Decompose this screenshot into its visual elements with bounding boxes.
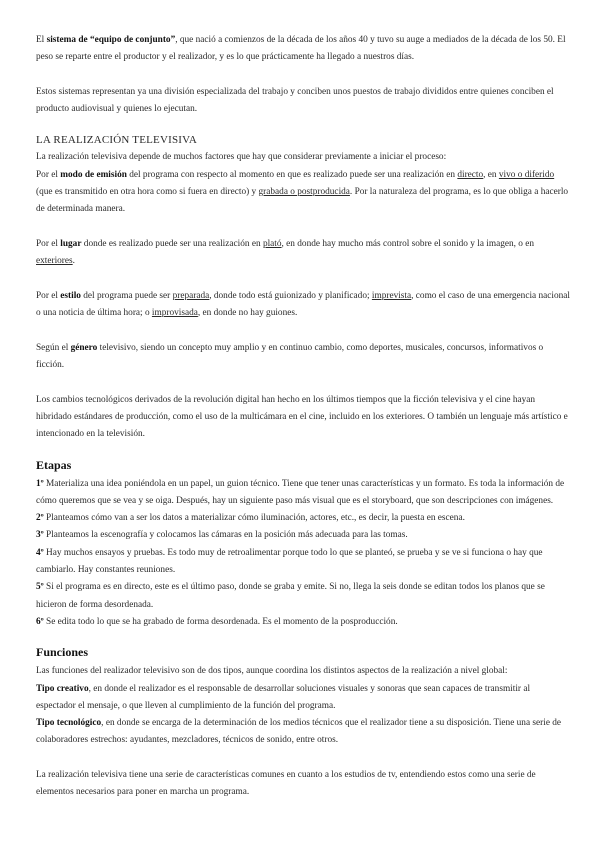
etapa-text: Si el programa es en directo, este es el último paso, donde se graba y emite. Si no, llega la seis donde se editan todos los planos que se hicieron de forma desordenada.	[36, 582, 545, 610]
bold-term: Tipo creativo	[36, 683, 89, 694]
text-run: , en donde hay mucho más control sobre el sonido y la imagen, o en	[281, 238, 535, 249]
etapa-item	[36, 476, 570, 511]
section-heading-realizacion: LA REALIZACIÓN TELEVISIVA	[36, 134, 198, 147]
funciones-paragraph-final: La realización televisiva tiene una serie de características comunes en cuanto a los estudios de tv, entendiendo estos como una serie de elementos necesarios para poner en marcha un programa.	[36, 769, 536, 798]
text-run: , en donde el realizador es el responsable de desarrollar soluciones visuales y sonoras que sean capaces de transmitir al espectador el mensaje, o que lleven al cumplimiento de la función del programa.	[36, 683, 531, 711]
text-run: televisivo, siendo un concepto muy amplio y en continuo cambio, como deportes, musicales, concursos, informativos o ficción.	[36, 342, 544, 371]
funciones-tipo-tecnologico	[36, 715, 570, 750]
etapa-number: 2º	[36, 513, 44, 524]
section-heading-funciones: Funciones	[36, 645, 89, 660]
text-run: Según el	[36, 342, 71, 353]
funciones-paragraph-1: Las funciones del realizador televisivo son de dos tipos, aunque coordina los distintos aspectos de la realización a nivel global:	[36, 666, 508, 677]
text-run: del programa puede ser	[80, 290, 173, 301]
text-run: .	[72, 256, 75, 267]
etapa-number: 5º	[36, 582, 44, 593]
etapa-item	[36, 579, 570, 614]
intro-paragraph-1	[36, 32, 570, 67]
etapa-text: Planteamos cómo van a ser los datos a materializar cómo iluminación, actores, etc., es decir, la puesta en escena.	[43, 513, 465, 524]
etapa-number: 3º	[36, 530, 44, 541]
text-run: , en donde se encarga de la determinación de los medios técnicos que el realizador tiene a su disposición. Tiene una serie de colaboradores estrechos: ayudantes, mezcladores, técnicos de sonido, entre otros.	[36, 718, 562, 746]
text-run: , que nació a comienzos de la década de los años 40 y tuvo su auge a mediados de la década de los 50. El peso se reparte entre el productor y el realizador, y es lo que prácticamente ha llegado a nuestros días.	[36, 35, 566, 63]
text-run: (que es transmitido en otra hora como si fuera en directo) y	[36, 187, 259, 198]
realizacion-paragraph-1: La realización televisiva depende de muchos factores que hay que considerar previamente a iniciar el proceso:	[36, 152, 447, 163]
text-run: Por el	[36, 169, 61, 180]
underlined-term: grabada o postproducida	[258, 187, 350, 198]
text-run: . Por la naturaleza del programa, es lo que obliga a hacerlo de determinada manera.	[36, 187, 569, 215]
realizacion-cambios-tecnologicos: Los cambios tecnológicos derivados de la revolución digital han hecho en los últimos tiempos que la ficción televisiva y el cine hayan hibridado estándares de producción, como el uso de la multicámara en el cine, incluido en los exteriores. O también un lenguaje más artístico e intencionado en la televisión.	[36, 394, 568, 440]
etapa-number: 1º	[36, 478, 44, 489]
text-run: Por el	[36, 238, 61, 249]
etapa-item	[36, 545, 570, 580]
text-run: del programa con respecto al momento en que es realizado puede ser una realización en	[126, 169, 458, 180]
underlined-term: plató	[262, 238, 282, 249]
text-run: Por el	[36, 290, 61, 301]
text-run: , como el caso de una emergencia nacional o una noticia de última hora; o	[36, 290, 570, 319]
underlined-term: preparada	[172, 290, 210, 301]
underlined-term: vivo o diferido	[498, 169, 555, 180]
etapa-item	[36, 614, 570, 631]
intro-paragraph-2: Estos sistemas representan ya una división especializada del trabajo y conciben unos puestos de trabajo divididos entre quienes conciben el producto audiovisual y quienes lo ejecutan.	[36, 86, 554, 115]
etapa-number: 4º	[36, 547, 44, 558]
bold-term: sistema de “equipo de conjunto”	[46, 35, 176, 45]
etapa-item	[36, 510, 570, 527]
text-run: , en	[483, 169, 499, 180]
bold-term: Tipo tecnológico	[36, 718, 102, 729]
text-run: , donde todo está guionizado y planificado;	[209, 290, 372, 301]
text-run: donde es realizado puede ser una realización en	[81, 238, 263, 249]
etapas-list	[36, 476, 570, 632]
underlined-term: improvisada	[151, 308, 198, 319]
document-page	[36, 32, 570, 802]
etapa-text: Materializa una idea poniéndola en un papel, un guion técnico. Tiene que tener unas características y un formato. Es toda la información de cómo queremos que se vea y se oiga. Después, hay un siguiente paso más visual que es el storyboard, que son descripciones con imágenes.	[36, 478, 565, 506]
bold-term: modo de emisión	[60, 169, 127, 180]
realizacion-genero	[36, 340, 570, 375]
realizacion-estilo	[36, 288, 570, 323]
text-run: , en donde no hay guiones.	[197, 308, 298, 319]
bold-term: lugar	[60, 238, 82, 249]
underlined-term: exteriores	[36, 256, 73, 267]
funciones-tipo-creativo	[36, 681, 570, 716]
section-heading-etapas: Etapas	[36, 457, 72, 472]
realizacion-modo-emision	[36, 167, 570, 219]
etapa-text: Hay muchos ensayos y pruebas. Es todo muy de retroalimentar porque todo lo que se planteó, se prueba y se ve si funciona o hay que cambiarlo. Hay constantes reuniones.	[36, 547, 543, 576]
bold-term: estilo	[60, 290, 81, 301]
bold-term: género	[70, 342, 98, 353]
etapa-item	[36, 527, 570, 544]
realizacion-lugar	[36, 236, 570, 271]
etapa-text: Planteamos la escenografía y colocamos las cámaras en la posición más adecuada para las tomas.	[43, 530, 408, 541]
etapa-text: Se edita todo lo que se ha grabado de forma desordenada. Es el momento de la posproducción.	[43, 616, 398, 627]
text-run: El	[36, 35, 47, 45]
underlined-term: directo	[457, 169, 484, 180]
etapa-number: 6º	[36, 616, 44, 627]
underlined-term: imprevista	[371, 290, 412, 301]
